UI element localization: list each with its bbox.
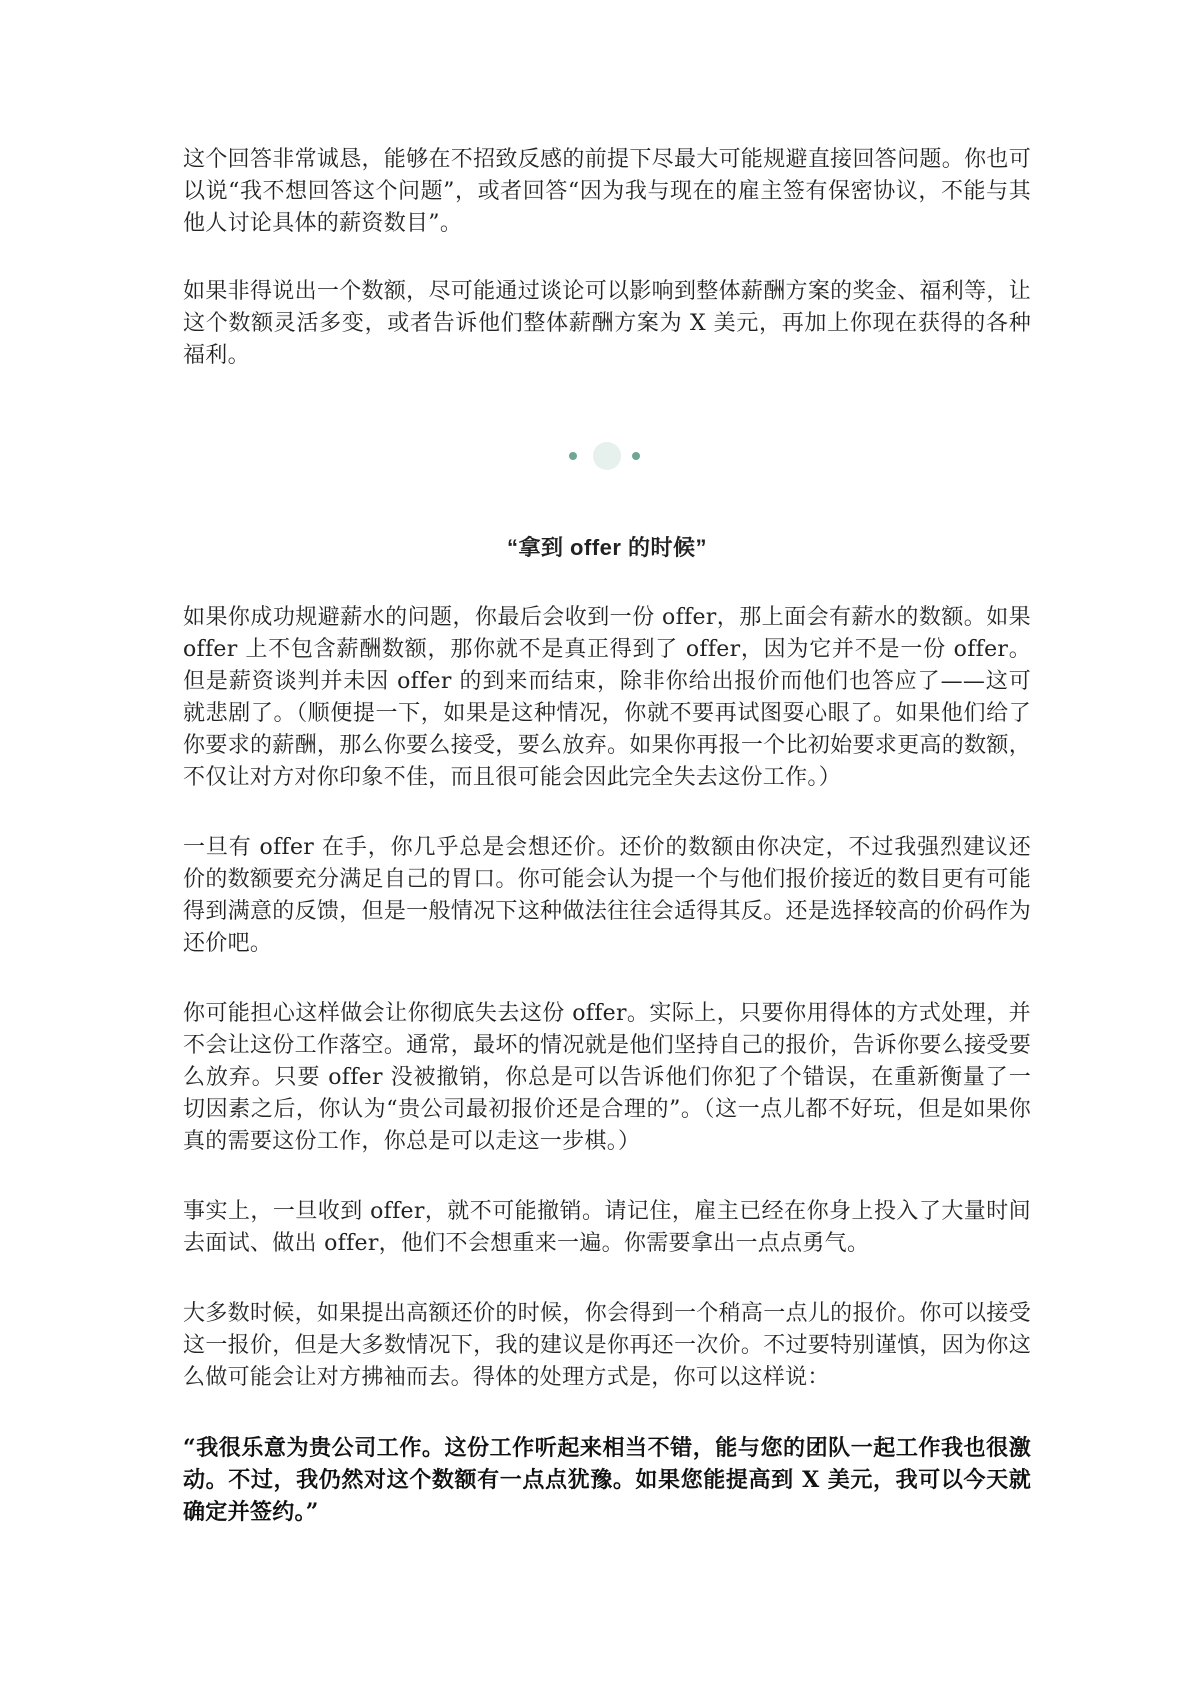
paragraph: 如果非得说出一个数额，尽可能通过谈论可以影响到整体薪酬方案的奖金、福利等，让这个数额灵活多变，或者告诉他们整体薪酬方案为 X 美元，再加上你现在获得的各种福利。 bbox=[183, 279, 1031, 368]
section-divider bbox=[183, 427, 1031, 487]
divider-circle-icon bbox=[593, 442, 621, 470]
paragraph-spacer bbox=[183, 1158, 1031, 1196]
paragraph: 大多数时候，如果提出高额还价的时候，你会得到一个稍高一点儿的报价。你可以接受这一报价，但是大多数情况下，我的建议是你再还一次价。不过要特别谨慎，因为你这么做可能会让对方拂袖而去。得体的处理方式是，你可以这样说： bbox=[183, 1301, 1031, 1390]
bold-quote: “我很乐意为贵公司工作。这份工作听起来相当不错，能与您的团队一起工作我也很激动。不过，我仍然对这个数额有一点点犹豫。如果您能提高到 X 美元，我可以今天就确定并签约。” bbox=[183, 1435, 1031, 1525]
paragraph: 你可能担心这样做会让你彻底失去这份 offer。实际上，只要你用得体的方式处理，并不会让这份工作落空。通常，最坏的情况就是他们坚持自己的报价，告诉你要么接受要么放弃。只要 offer 没被撤销，你总是可以告诉他们你犯了个错误，在重新衡量了一切因素之后，你认为“贵公司最初报价还是合理的”。（这一点儿都不好玩，但是如果你真的需要这份工作，你总是可以走这一步棋。） bbox=[183, 1001, 1031, 1154]
divider-dot-icon bbox=[569, 452, 577, 460]
document-page bbox=[183, 144, 1031, 1528]
paragraph: 如果你成功规避薪水的问题，你最后会收到一份 offer，那上面会有薪水的数额。如果 offer 上不包含薪酬数额，那你就不是真正得到了 offer，因为它并不是一份 offer。但是薪资谈判并未因 offer 的到来而结束，除非你给出报价而他们也答应了——这可就悲剧了。（顺便提一下，如果是这种情况，你就不要再试图耍心眼了。如果他们给了你要求的薪酬，那么你要么接受，要么放弃。如果你再报一个比初始要求更高的数额，不仅让对方对你印象不佳，而且很可能会因此完全失去这份工作。） bbox=[183, 605, 1031, 790]
paragraph-spacer bbox=[183, 1260, 1031, 1298]
divider-dot-icon bbox=[632, 452, 640, 460]
paragraph-spacer bbox=[183, 960, 1031, 998]
paragraph: 一旦有 offer 在手，你几乎总是会想还价。还价的数额由你决定，不过我强烈建议还价的数额要充分满足自己的胃口。你可能会认为提一个与他们报价接近的数目更有可能得到满意的反馈，但是一般情况下这种做法往往会适得其反。还是选择较高的价码作为还价吧。 bbox=[183, 835, 1031, 956]
paragraph-spacer bbox=[183, 794, 1031, 832]
paragraph-spacer bbox=[183, 240, 1031, 276]
paragraph: 这个回答非常诚恳，能够在不招致反感的前提下尽最大可能规避直接回答问题。你也可以说“我不想回答这个问题”，或者回答“因为我与现在的雇主签有保密协议，不能与其他人讨论具体的薪资数目”。 bbox=[183, 147, 1031, 236]
paragraph: 事实上，一旦收到 offer，就不可能撤销。请记住，雇主已经在你身上投入了大量时间去面试、做出 offer，他们不会想重来一遍。你需要拿出一点点勇气。 bbox=[183, 1199, 1031, 1256]
section-title: “拿到 offer 的时候” bbox=[506, 535, 708, 560]
paragraph-spacer bbox=[183, 1394, 1031, 1432]
